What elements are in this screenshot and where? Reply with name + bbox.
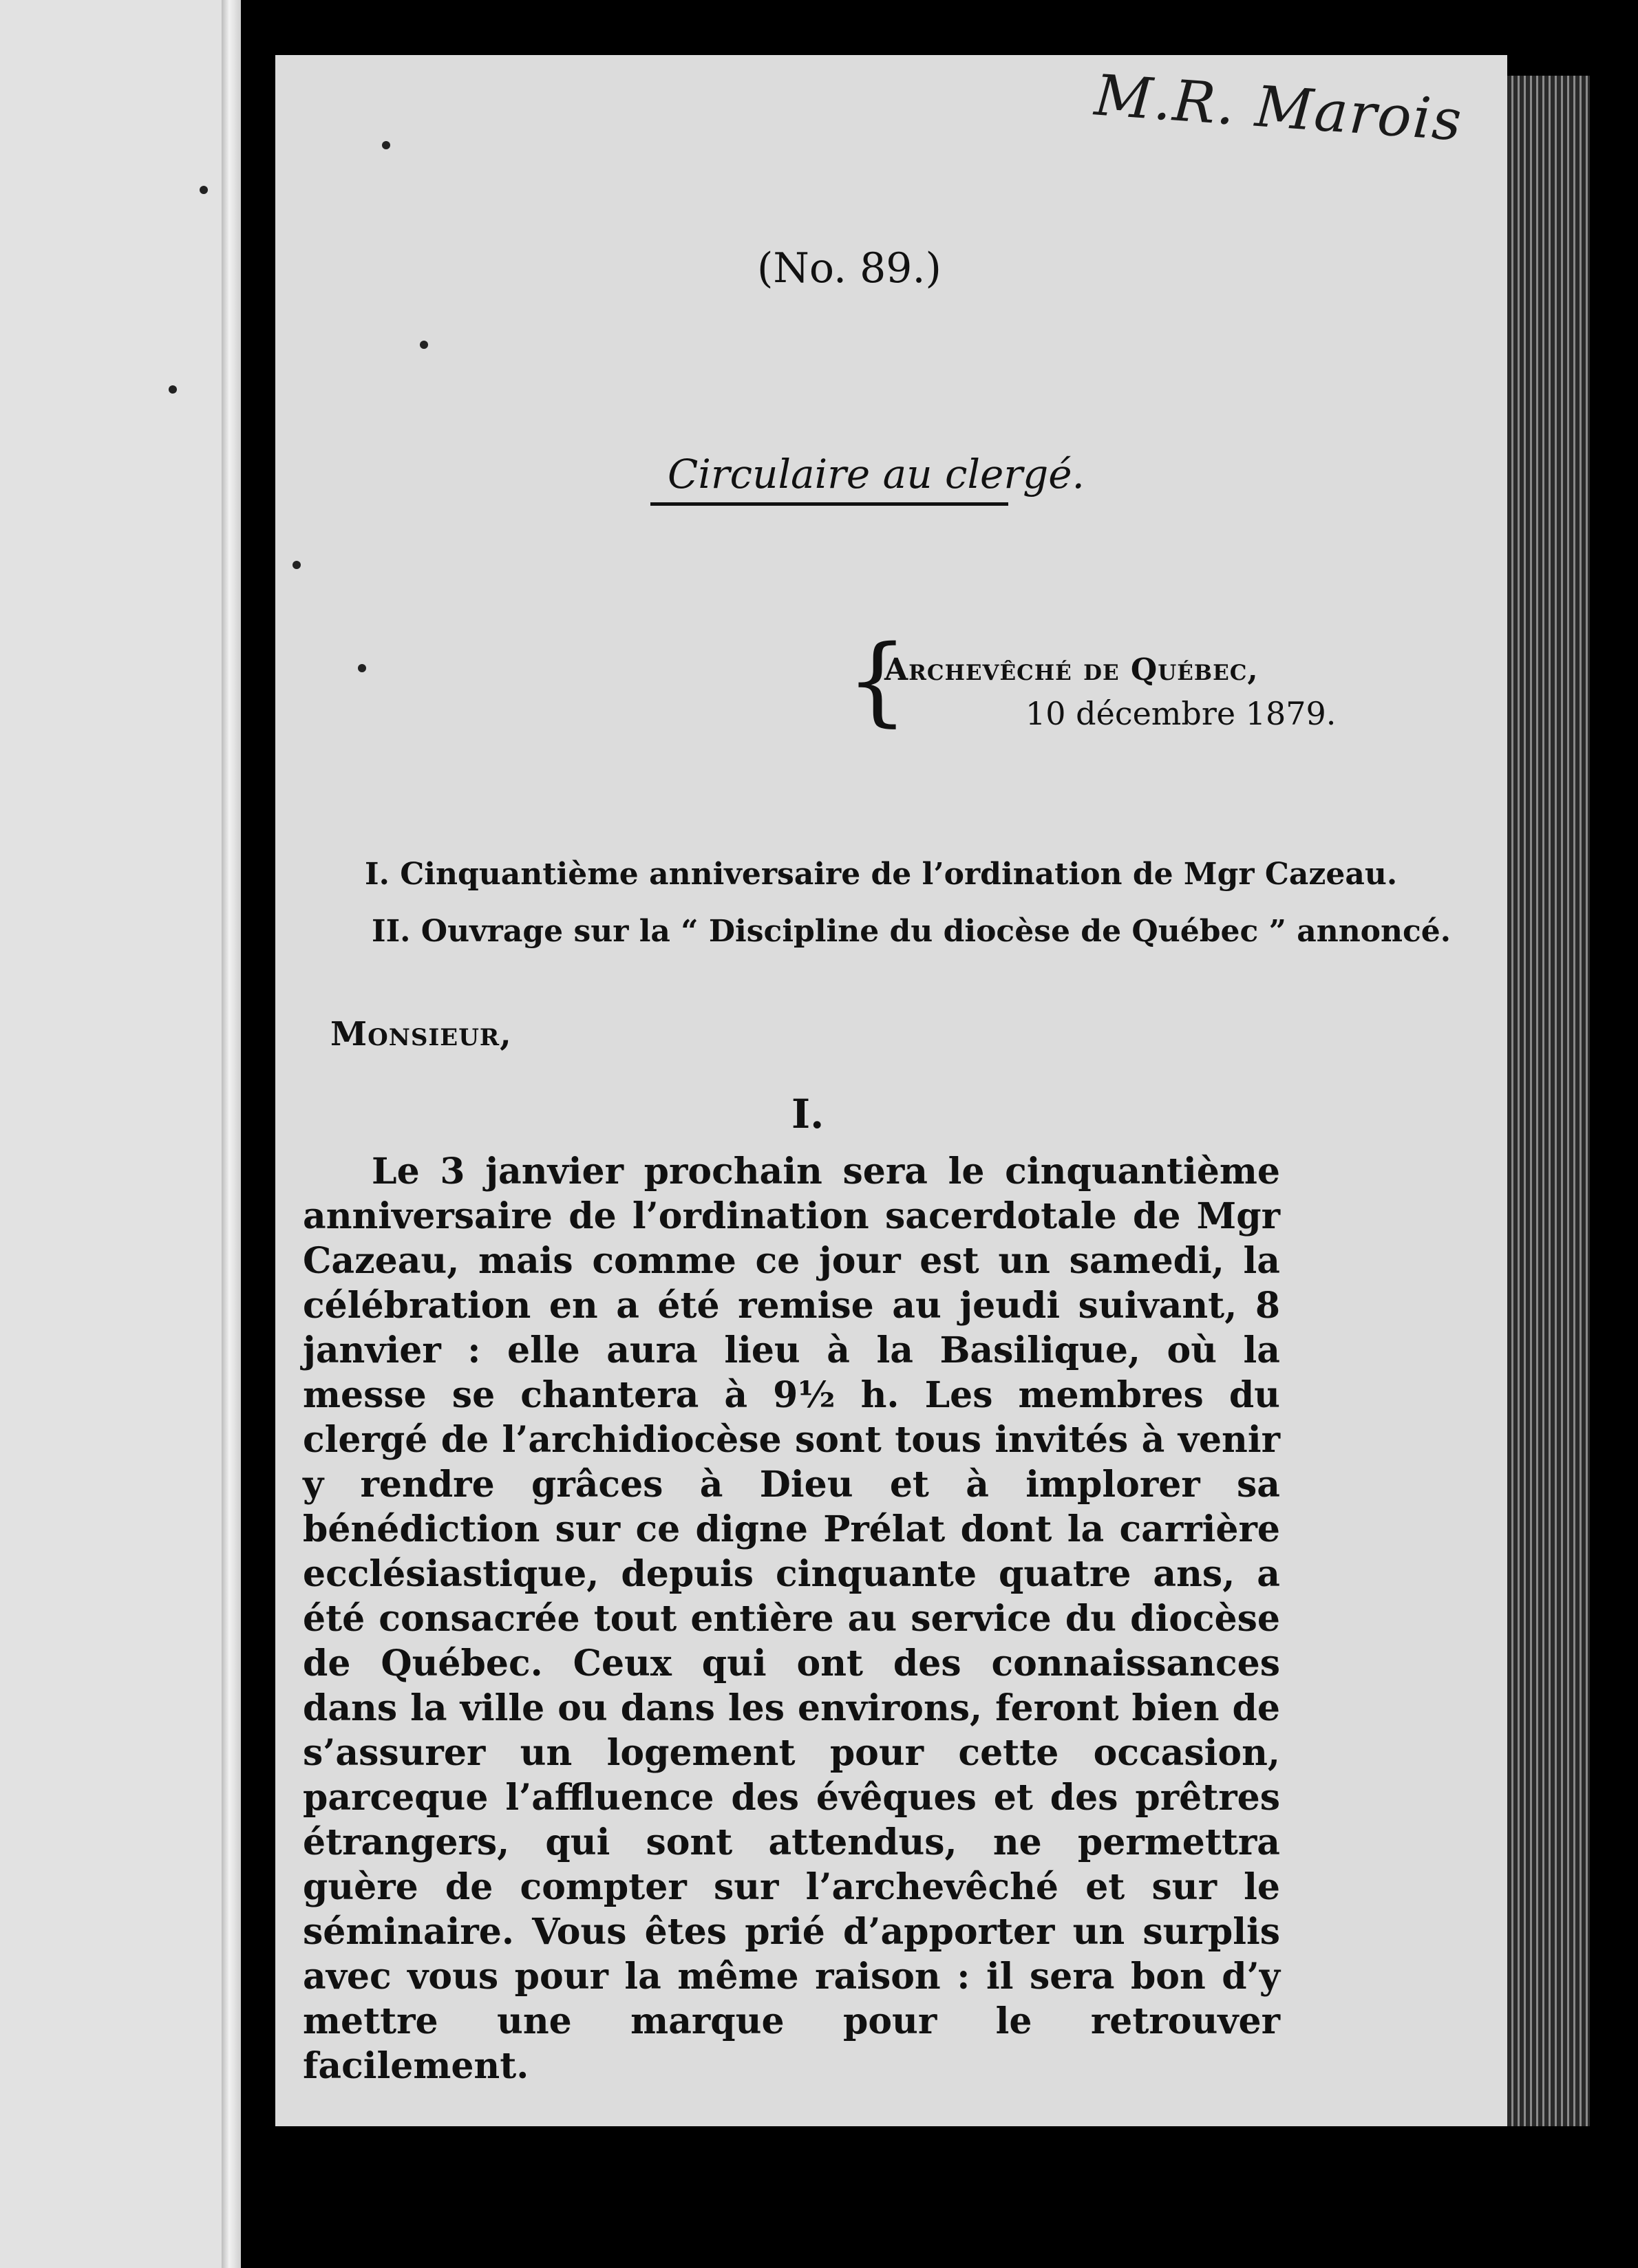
ink-speck [169, 385, 177, 394]
ink-speck [382, 141, 390, 149]
ink-speck [358, 664, 366, 672]
summary-item-2: II. Ouvrage sur la “ Discipline du diocèse de Québec ” annoncé. [372, 914, 1451, 949]
dateline-date: 10 décembre 1879. [1025, 695, 1337, 732]
ink-speck [292, 561, 301, 569]
summary-item-1: I. Cinquantième anniversaire de l’ordination de Mgr Cazeau. [365, 857, 1398, 892]
section-heading: I. [791, 1091, 825, 1137]
handwritten-annotation: M.R. Marois [1092, 63, 1465, 154]
title-underline [650, 502, 1008, 506]
ink-speck [420, 341, 428, 349]
book-gutter [222, 0, 241, 2268]
ink-speck [200, 186, 208, 194]
document-title: Circulaire au clergé. [668, 451, 1085, 498]
left-facing-page [0, 0, 241, 2268]
place-brace: { [847, 625, 908, 737]
page-stack-edge [1507, 76, 1590, 2126]
circular-number: (No. 89.) [757, 244, 942, 292]
body-paragraph: Le 3 janvier prochain sera le cinquantième anniversaire de l’ordination sacerdotale de Mgr Cazeau, mais comme ce jour est un samedi, la célébration en a été remise au jeudi suivant, 8 janvier : elle aura lieu à la Basilique, où la messe se chantera à 9½ h. Les membres du clergé de l’archidiocèse sont tous invités à venir y rendre grâces à Dieu et à implorer sa bénédiction sur ce digne Prélat dont la carrière ecclésiastique, depuis cinquante quatre ans, a été consacrée tout entière au service du diocèse de Québec. Ceux qui ont des connaissances dans la ville ou dans les environs, feront bien de s’assurer un logement pour cette occasion, parceque l’affluence des évêques et des prêtres étrangers, qui sont attendus, ne permettra guère de compter sur l’archevêché et sur le séminaire. Vous êtes prié d’apporter un surplis avec vous pour la même raison : il sera bon d’y mettre une marque pour le retrouver facilement. [303, 1151, 1280, 2087]
dateline-place: Archevêché de Québec, [884, 652, 1259, 687]
salutation: Monsieur, [330, 1015, 512, 1053]
